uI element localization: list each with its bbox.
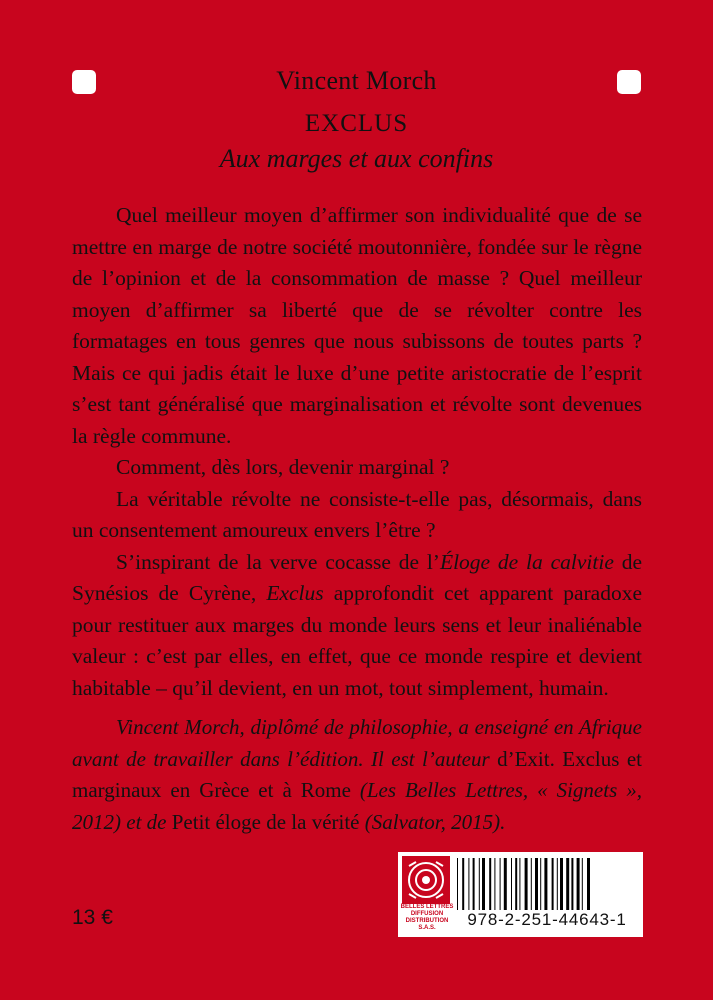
publisher-logo-icon bbox=[402, 856, 450, 904]
barcode-bars bbox=[456, 858, 638, 910]
barcode-label bbox=[398, 852, 643, 937]
blurb-paragraph-1: Quel meilleur moyen d’affirmer son individualité que de se mettre en marge de notre société moutonnière, fondée sur le règne de l’opinion et de la consommation de masse ? Quel meilleur moyen d’affirmer sa liberté que de se révolter contre les formatages en tous genres que nous subissons de toutes parts ? Mais ce qui jadis était le luxe d’une petite aristocratie de l’esprit s’est tant généralisé que marginalisation et révolte sont devenues la règle commune. bbox=[72, 203, 642, 448]
barcode-bar bbox=[557, 858, 558, 910]
barcode-bar bbox=[571, 858, 573, 910]
barcode-bar bbox=[457, 858, 458, 910]
barcode-bar bbox=[473, 858, 475, 910]
barcode-bar bbox=[479, 858, 480, 910]
barcode-bar bbox=[489, 858, 491, 910]
blurb-p4-italic-1: Éloge de la calvitie bbox=[439, 549, 614, 574]
publisher-line-3: DISTRIBUTION bbox=[405, 918, 449, 924]
publisher-name bbox=[400, 904, 454, 932]
barcode-bar bbox=[525, 858, 528, 910]
barcode-bar bbox=[500, 858, 501, 910]
barcode-bar bbox=[577, 858, 580, 910]
blurb-p4-text-1: S’inspirant de la verve cocasse de l’ bbox=[116, 549, 440, 574]
bio-text-3: (Salvator, 2015). bbox=[359, 809, 506, 834]
barcode-bar bbox=[566, 858, 569, 910]
bio-text-1: Vincent Morch, diplômé de philosophie, a enseigné en Afrique avant de travailler dans l’édition. Il est l’auteur bbox=[72, 715, 642, 771]
barcode-bar bbox=[468, 858, 469, 910]
author-name: Vincent Morch bbox=[276, 66, 437, 95]
blurb-paragraph-4 bbox=[72, 547, 642, 705]
book-subtitle: Aux marges et aux confins bbox=[219, 144, 494, 173]
author-bio bbox=[72, 712, 642, 838]
barcode-bar bbox=[560, 858, 563, 910]
barcode-bar bbox=[540, 858, 541, 910]
publisher-line-1: BELLES LETTRES bbox=[400, 904, 454, 910]
barcode-bar bbox=[519, 858, 520, 910]
barcode-bar bbox=[535, 858, 538, 910]
barcode-bar bbox=[462, 858, 464, 910]
barcode-bar bbox=[494, 858, 495, 910]
barcode-bar bbox=[544, 858, 547, 910]
barcode-bar bbox=[582, 858, 583, 910]
barcode-bar bbox=[515, 858, 517, 910]
publisher-line-2: DIFFUSION bbox=[410, 911, 444, 917]
price: 13 € bbox=[72, 906, 113, 929]
isbn-number: 978-2-251-44643-1 bbox=[467, 910, 627, 929]
barcode-bar bbox=[552, 858, 554, 910]
book-title: EXCLUS bbox=[304, 110, 409, 137]
barcode-bar bbox=[504, 858, 507, 910]
bio-text-2: (Les Belles Lettres, « Signets », 2012) et de bbox=[72, 778, 642, 834]
barcode-bar bbox=[482, 858, 485, 910]
barcode-bar bbox=[587, 858, 590, 910]
blurb-paragraph-2: Comment, dès lors, devenir marginal ? bbox=[116, 455, 450, 479]
blurb-p4-italic-2: Exclus bbox=[266, 581, 324, 605]
blurb-paragraph-3: La véritable révolte ne consiste-t-elle pas, désormais, dans un consentement amoureux envers l’être ? bbox=[72, 486, 642, 542]
blurb-p4-text-3: approfondit cet apparent paradoxe pour restituer aux marges du monde leurs sens et leur inaliénable valeur : c’est par elles, en effet, que ce monde respire et devient habitable – qu’il devient, en un mot, tout simplement, humain. bbox=[72, 581, 642, 700]
blurb-p4-text-2: de Synésios de Cyrène, bbox=[72, 549, 642, 605]
barcode-bar bbox=[531, 858, 532, 910]
barcode-bar bbox=[511, 858, 512, 910]
blurb bbox=[72, 200, 642, 704]
bio-paragraph bbox=[72, 712, 642, 838]
bio-work-1: d’Exit. Exclus et marginaux en Grèce et à Rome bbox=[72, 746, 642, 802]
publisher-line-4: S.A.S. bbox=[418, 925, 436, 931]
bio-work-2: Petit éloge de la vérité bbox=[171, 809, 360, 834]
